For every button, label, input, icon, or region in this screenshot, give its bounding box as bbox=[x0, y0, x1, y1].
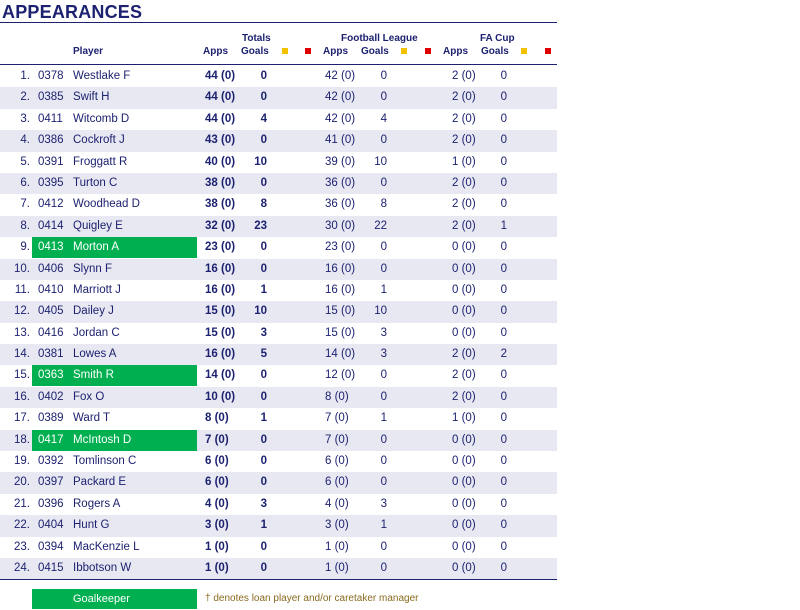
league-goals: 1 bbox=[380, 283, 387, 296]
row-number: 24. bbox=[14, 561, 30, 574]
player-name: Ibbotson W bbox=[73, 561, 132, 574]
table-row bbox=[0, 66, 557, 87]
total-apps: 4 (0) bbox=[205, 497, 229, 510]
goalkeeper-legend bbox=[32, 589, 197, 609]
cup-apps: 2 (0) bbox=[452, 219, 476, 232]
player-name: Slynn F bbox=[73, 262, 112, 275]
player-name: Cockroft J bbox=[73, 134, 125, 147]
league-goals: 0 bbox=[380, 476, 387, 489]
red-card-icon bbox=[305, 48, 311, 54]
player-code: 0394 bbox=[38, 540, 64, 553]
row-number: 15. bbox=[14, 369, 30, 382]
row-number: 3. bbox=[20, 112, 30, 125]
table-row bbox=[0, 558, 557, 579]
player-name: Hunt G bbox=[73, 519, 110, 532]
cup-goals: 0 bbox=[500, 369, 507, 382]
total-goals: 0 bbox=[260, 134, 267, 147]
table-row bbox=[0, 109, 557, 130]
row-number: 13. bbox=[14, 326, 30, 339]
row-number: 6. bbox=[20, 176, 30, 189]
total-goals: 0 bbox=[260, 455, 267, 468]
player-name: Swift H bbox=[73, 91, 110, 104]
cup-apps: 1 (0) bbox=[452, 412, 476, 425]
league-goals: 0 bbox=[380, 561, 387, 574]
player-name: Westlake F bbox=[73, 70, 131, 82]
appearances-table bbox=[0, 66, 557, 579]
total-goals: 1 bbox=[260, 412, 267, 425]
league-apps: 42 (0) bbox=[325, 112, 356, 125]
total-goals: 3 bbox=[260, 326, 267, 339]
player-name: Fox O bbox=[73, 390, 105, 403]
cup-apps: 1 (0) bbox=[452, 155, 476, 168]
league-apps-header: Apps bbox=[323, 46, 348, 57]
total-apps: 15 (0) bbox=[205, 326, 236, 339]
cup-goals: 1 bbox=[500, 219, 507, 232]
row-number: 1. bbox=[20, 70, 30, 82]
title-divider bbox=[0, 22, 557, 23]
total-apps: 38 (0) bbox=[205, 176, 236, 189]
row-number: 8. bbox=[20, 219, 30, 232]
cup-goals: 0 bbox=[500, 519, 507, 532]
league-apps: 14 (0) bbox=[325, 348, 356, 361]
league-apps: 3 (0) bbox=[325, 519, 349, 532]
total-goals: 0 bbox=[260, 433, 267, 446]
table-row bbox=[0, 365, 557, 386]
cup-apps: 2 (0) bbox=[452, 369, 476, 382]
total-apps: 40 (0) bbox=[205, 155, 236, 168]
totals-goals-header: Goals bbox=[241, 46, 269, 57]
table-row bbox=[0, 537, 557, 558]
header-divider bbox=[0, 64, 557, 65]
league-goals: 3 bbox=[380, 348, 387, 361]
player-name: Turton C bbox=[73, 176, 118, 189]
cup-goals: 0 bbox=[500, 497, 507, 510]
player-column-header: Player bbox=[73, 46, 104, 57]
league-apps: 42 (0) bbox=[325, 91, 356, 104]
table-row bbox=[0, 451, 557, 472]
player-code: 0404 bbox=[38, 519, 64, 532]
cup-apps: 2 (0) bbox=[452, 176, 476, 189]
total-goals: 0 bbox=[260, 369, 267, 382]
league-apps: 41 (0) bbox=[325, 134, 356, 147]
yellow-card-icon bbox=[521, 48, 527, 54]
player-code: 0414 bbox=[38, 219, 64, 232]
player-name: MacKenzie L bbox=[73, 540, 140, 553]
row-number: 20. bbox=[14, 476, 30, 489]
totals-apps-header: Apps bbox=[203, 46, 228, 57]
total-apps: 16 (0) bbox=[205, 262, 236, 275]
cup-apps: 2 (0) bbox=[452, 390, 476, 403]
cup-goals: 0 bbox=[500, 112, 507, 125]
table-row bbox=[0, 494, 557, 515]
league-apps: 12 (0) bbox=[325, 369, 356, 382]
cup-goals: 0 bbox=[500, 326, 507, 339]
page-title: APPEARANCES bbox=[2, 2, 143, 22]
cup-apps: 0 (0) bbox=[452, 326, 476, 339]
row-number: 5. bbox=[20, 155, 30, 168]
table-row bbox=[0, 237, 557, 258]
cup-apps: 2 (0) bbox=[452, 112, 476, 125]
cup-goals: 0 bbox=[500, 433, 507, 446]
total-goals: 5 bbox=[260, 348, 267, 361]
player-code: 0406 bbox=[38, 262, 64, 275]
cup-apps: 0 (0) bbox=[452, 283, 476, 296]
table-row bbox=[0, 280, 557, 301]
cup-apps: 0 (0) bbox=[452, 241, 476, 254]
total-apps: 43 (0) bbox=[205, 134, 236, 147]
league-apps: 36 (0) bbox=[325, 176, 356, 189]
league-apps: 6 (0) bbox=[325, 455, 349, 468]
total-goals: 8 bbox=[260, 198, 267, 211]
total-goals: 0 bbox=[260, 176, 267, 189]
table-row bbox=[0, 472, 557, 493]
total-goals: 3 bbox=[260, 497, 267, 510]
facup-goals-header: Goals bbox=[481, 46, 509, 57]
league-apps: 1 (0) bbox=[325, 540, 349, 553]
cup-goals: 0 bbox=[500, 390, 507, 403]
player-name: Tomlinson C bbox=[73, 455, 137, 468]
facup-apps-header: Apps bbox=[443, 46, 468, 57]
league-apps: 1 (0) bbox=[325, 561, 349, 574]
player-code: 0417 bbox=[38, 433, 64, 446]
row-number: 17. bbox=[14, 412, 30, 425]
total-apps: 6 (0) bbox=[205, 455, 229, 468]
league-apps: 39 (0) bbox=[325, 155, 356, 168]
player-name: Rogers A bbox=[73, 497, 121, 510]
league-goals: 0 bbox=[380, 540, 387, 553]
cup-apps: 2 (0) bbox=[452, 134, 476, 147]
player-code: 0413 bbox=[38, 241, 64, 254]
league-apps: 15 (0) bbox=[325, 305, 356, 318]
cup-goals: 0 bbox=[500, 176, 507, 189]
league-goals: 0 bbox=[380, 262, 387, 275]
row-number: 12. bbox=[14, 305, 30, 318]
cup-goals: 0 bbox=[500, 262, 507, 275]
league-apps: 7 (0) bbox=[325, 433, 349, 446]
cup-apps: 2 (0) bbox=[452, 91, 476, 104]
total-goals: 1 bbox=[260, 283, 267, 296]
loan-player-note: † denotes loan player and/or caretaker manager bbox=[205, 593, 419, 604]
player-name: Lowes A bbox=[73, 348, 117, 361]
league-goals: 0 bbox=[380, 455, 387, 468]
total-apps: 10 (0) bbox=[205, 390, 236, 403]
league-goals: 1 bbox=[380, 519, 387, 532]
cup-goals: 0 bbox=[500, 283, 507, 296]
table-row bbox=[0, 387, 557, 408]
table-row bbox=[0, 323, 557, 344]
table-row bbox=[0, 216, 557, 237]
player-code: 0378 bbox=[38, 70, 64, 82]
player-code: 0395 bbox=[38, 176, 64, 189]
player-name: Dailey J bbox=[73, 305, 114, 318]
league-group-header: Football League bbox=[341, 33, 418, 44]
league-apps: 15 (0) bbox=[325, 326, 356, 339]
total-goals: 10 bbox=[254, 155, 267, 168]
league-apps: 23 (0) bbox=[325, 241, 356, 254]
league-goals: 22 bbox=[374, 219, 387, 232]
league-goals: 0 bbox=[380, 176, 387, 189]
league-goals: 1 bbox=[380, 412, 387, 425]
total-apps: 1 (0) bbox=[205, 561, 229, 574]
table-row bbox=[0, 173, 557, 194]
player-name: Jordan C bbox=[73, 326, 120, 339]
cup-goals: 0 bbox=[500, 455, 507, 468]
player-code: 0405 bbox=[38, 305, 64, 318]
total-goals: 4 bbox=[260, 112, 267, 125]
table-row bbox=[0, 408, 557, 429]
table-row bbox=[0, 515, 557, 536]
total-goals: 0 bbox=[260, 390, 267, 403]
league-goals: 0 bbox=[380, 390, 387, 403]
player-code: 0397 bbox=[38, 476, 64, 489]
league-apps: 42 (0) bbox=[325, 70, 356, 82]
cup-goals: 0 bbox=[500, 70, 507, 82]
cup-apps: 0 (0) bbox=[452, 433, 476, 446]
table-row bbox=[0, 152, 557, 173]
facup-group-header: FA Cup bbox=[480, 33, 515, 44]
player-code: 0410 bbox=[38, 283, 64, 296]
table-row bbox=[0, 130, 557, 151]
total-apps: 23 (0) bbox=[205, 241, 236, 254]
total-apps: 8 (0) bbox=[205, 412, 229, 425]
row-number: 11. bbox=[14, 283, 30, 296]
cup-apps: 0 (0) bbox=[452, 305, 476, 318]
total-goals: 23 bbox=[254, 219, 267, 232]
player-code: 0411 bbox=[38, 112, 63, 125]
player-code: 0391 bbox=[38, 155, 64, 168]
cup-goals: 0 bbox=[500, 305, 507, 318]
row-number: 18. bbox=[14, 433, 30, 446]
total-apps: 3 (0) bbox=[205, 519, 229, 532]
player-code: 0381 bbox=[38, 348, 64, 361]
table-row bbox=[0, 87, 557, 108]
total-goals: 0 bbox=[260, 540, 267, 553]
total-goals: 0 bbox=[260, 241, 267, 254]
league-goals: 10 bbox=[374, 155, 387, 168]
player-name: Ward T bbox=[73, 412, 111, 425]
player-name: Packard E bbox=[73, 476, 127, 489]
total-apps: 44 (0) bbox=[205, 112, 236, 125]
cup-apps: 0 (0) bbox=[452, 561, 476, 574]
cup-apps: 0 (0) bbox=[452, 519, 476, 532]
total-apps: 44 (0) bbox=[205, 91, 236, 104]
total-goals: 10 bbox=[254, 305, 267, 318]
table-bottom-divider bbox=[0, 579, 557, 580]
red-card-icon bbox=[545, 48, 551, 54]
total-goals: 0 bbox=[260, 561, 267, 574]
player-name: Morton A bbox=[73, 241, 120, 254]
total-apps: 15 (0) bbox=[205, 305, 236, 318]
table-row bbox=[0, 344, 557, 365]
cup-goals: 0 bbox=[500, 134, 507, 147]
row-number: 21. bbox=[14, 497, 30, 510]
total-apps: 1 (0) bbox=[205, 540, 229, 553]
cup-apps: 2 (0) bbox=[452, 70, 476, 82]
cup-apps: 0 (0) bbox=[452, 540, 476, 553]
total-apps: 7 (0) bbox=[205, 433, 229, 446]
player-code: 0392 bbox=[38, 455, 64, 468]
league-goals: 10 bbox=[374, 305, 387, 318]
total-goals: 0 bbox=[260, 262, 267, 275]
row-number: 19. bbox=[14, 455, 30, 468]
red-card-icon bbox=[425, 48, 431, 54]
player-code: 0385 bbox=[38, 91, 64, 104]
cup-goals: 0 bbox=[500, 155, 507, 168]
league-apps: 16 (0) bbox=[325, 262, 356, 275]
cup-goals: 0 bbox=[500, 241, 507, 254]
table-row bbox=[0, 259, 557, 280]
league-apps: 6 (0) bbox=[325, 476, 349, 489]
total-apps: 44 (0) bbox=[205, 70, 236, 82]
player-name: Woodhead D bbox=[73, 198, 140, 211]
cup-goals: 0 bbox=[500, 412, 507, 425]
player-code: 0396 bbox=[38, 497, 64, 510]
total-apps: 16 (0) bbox=[205, 283, 236, 296]
league-goals: 4 bbox=[380, 112, 387, 125]
total-goals: 0 bbox=[260, 70, 267, 82]
total-apps: 32 (0) bbox=[205, 219, 236, 232]
player-code: 0389 bbox=[38, 412, 64, 425]
table-row bbox=[0, 194, 557, 215]
league-apps: 7 (0) bbox=[325, 412, 349, 425]
player-name: Smith R bbox=[73, 369, 114, 382]
row-number: 2. bbox=[20, 91, 30, 104]
player-name: Quigley E bbox=[73, 219, 123, 232]
player-code: 0416 bbox=[38, 326, 64, 339]
league-goals-header: Goals bbox=[361, 46, 389, 57]
cup-apps: 0 (0) bbox=[452, 476, 476, 489]
player-code: 0412 bbox=[38, 198, 64, 211]
league-goals: 3 bbox=[380, 497, 387, 510]
row-number: 16. bbox=[14, 390, 30, 403]
row-number: 4. bbox=[20, 134, 30, 147]
league-goals: 0 bbox=[380, 369, 387, 382]
league-goals: 0 bbox=[380, 134, 387, 147]
cup-goals: 0 bbox=[500, 540, 507, 553]
total-apps: 38 (0) bbox=[205, 198, 236, 211]
cup-goals: 2 bbox=[500, 348, 507, 361]
yellow-card-icon bbox=[282, 48, 288, 54]
row-number: 22. bbox=[14, 519, 30, 532]
cup-goals: 0 bbox=[500, 561, 507, 574]
player-name: Witcomb D bbox=[73, 112, 130, 125]
yellow-card-icon bbox=[401, 48, 407, 54]
row-number: 9. bbox=[20, 241, 30, 254]
cup-apps: 0 (0) bbox=[452, 455, 476, 468]
row-number: 23. bbox=[14, 540, 30, 553]
player-name: Froggatt R bbox=[73, 155, 128, 168]
league-goals: 0 bbox=[380, 241, 387, 254]
table-row bbox=[0, 301, 557, 322]
cup-apps: 2 (0) bbox=[452, 348, 476, 361]
league-apps: 8 (0) bbox=[325, 390, 349, 403]
total-goals: 1 bbox=[260, 519, 267, 532]
league-apps: 36 (0) bbox=[325, 198, 356, 211]
league-apps: 4 (0) bbox=[325, 497, 349, 510]
league-apps: 16 (0) bbox=[325, 283, 356, 296]
player-code: 0402 bbox=[38, 390, 64, 403]
totals-group-header: Totals bbox=[242, 33, 271, 44]
player-code: 0415 bbox=[38, 561, 64, 574]
player-code: 0386 bbox=[38, 134, 64, 147]
league-goals: 0 bbox=[380, 433, 387, 446]
total-apps: 14 (0) bbox=[205, 369, 236, 382]
total-goals: 0 bbox=[260, 91, 267, 104]
league-goals: 0 bbox=[380, 70, 387, 82]
league-goals: 3 bbox=[380, 326, 387, 339]
row-number: 7. bbox=[20, 198, 30, 211]
total-apps: 16 (0) bbox=[205, 348, 236, 361]
cup-goals: 0 bbox=[500, 476, 507, 489]
player-name: Marriott J bbox=[73, 283, 121, 296]
total-apps: 6 (0) bbox=[205, 476, 229, 489]
league-goals: 8 bbox=[380, 198, 387, 211]
player-name: McIntosh D bbox=[73, 433, 132, 446]
league-apps: 30 (0) bbox=[325, 219, 356, 232]
player-code: 0363 bbox=[38, 369, 64, 382]
goalkeeper-legend-label: Goalkeeper bbox=[73, 593, 130, 605]
table-row bbox=[0, 430, 557, 451]
cup-goals: 0 bbox=[500, 198, 507, 211]
league-goals: 0 bbox=[380, 91, 387, 104]
total-goals: 0 bbox=[260, 476, 267, 489]
cup-apps: 0 (0) bbox=[452, 262, 476, 275]
cup-apps: 2 (0) bbox=[452, 198, 476, 211]
cup-apps: 0 (0) bbox=[452, 497, 476, 510]
row-number: 10. bbox=[14, 262, 30, 275]
cup-goals: 0 bbox=[500, 91, 507, 104]
row-number: 14. bbox=[14, 348, 30, 361]
